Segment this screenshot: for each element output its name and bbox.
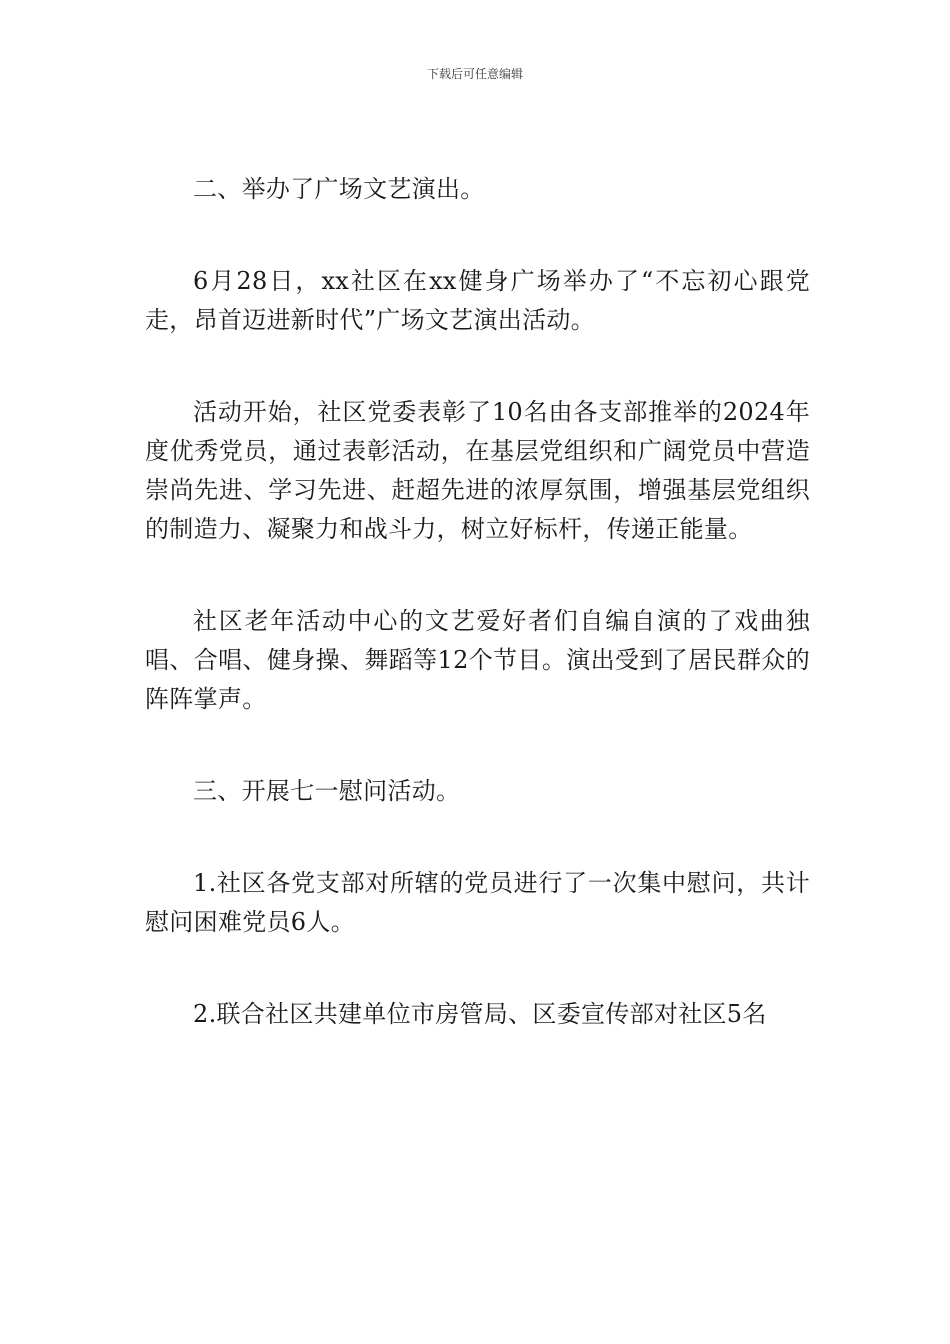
paragraph-programs: 社区老年活动中心的文艺爱好者们自编自演的了戏曲独唱、合唱、健身操、舞蹈等12个节目。演出受到了居民群众的阵阵掌声。 xyxy=(145,607,810,713)
paragraph-commendation: 活动开始，社区党委表彰了10名由各支部推举的2024年度优秀党员，通过表彰活动，在基层党组织和广阔党员中营造崇尚先进、学习先进、赶超先进的浓厚氛围，增强基层党组织的制造力、凝聚力和战斗力，树立好标杆，传递正能量。 xyxy=(145,398,810,543)
section-heading-2: 二、举办了广场文艺演出。 xyxy=(193,175,485,203)
list-item-2: 2.联合社区共建单位市房管局、区委宣传部对社区5名 xyxy=(193,1000,767,1028)
paragraph-performance-date: 6月28日，xx社区在xx健身广场举办了“不忘初心跟党走，昂首迈进新时代”广场文艺演出活动。 xyxy=(145,267,810,334)
page-header: 下载后可任意编辑 xyxy=(426,67,523,81)
document-body xyxy=(145,170,810,1087)
section-heading-3: 三、开展七一慰问活动。 xyxy=(193,777,461,805)
list-item-1: 1.社区各党支部对所辖的党员进行了一次集中慰问，共计慰问困难党员6人。 xyxy=(145,869,810,936)
